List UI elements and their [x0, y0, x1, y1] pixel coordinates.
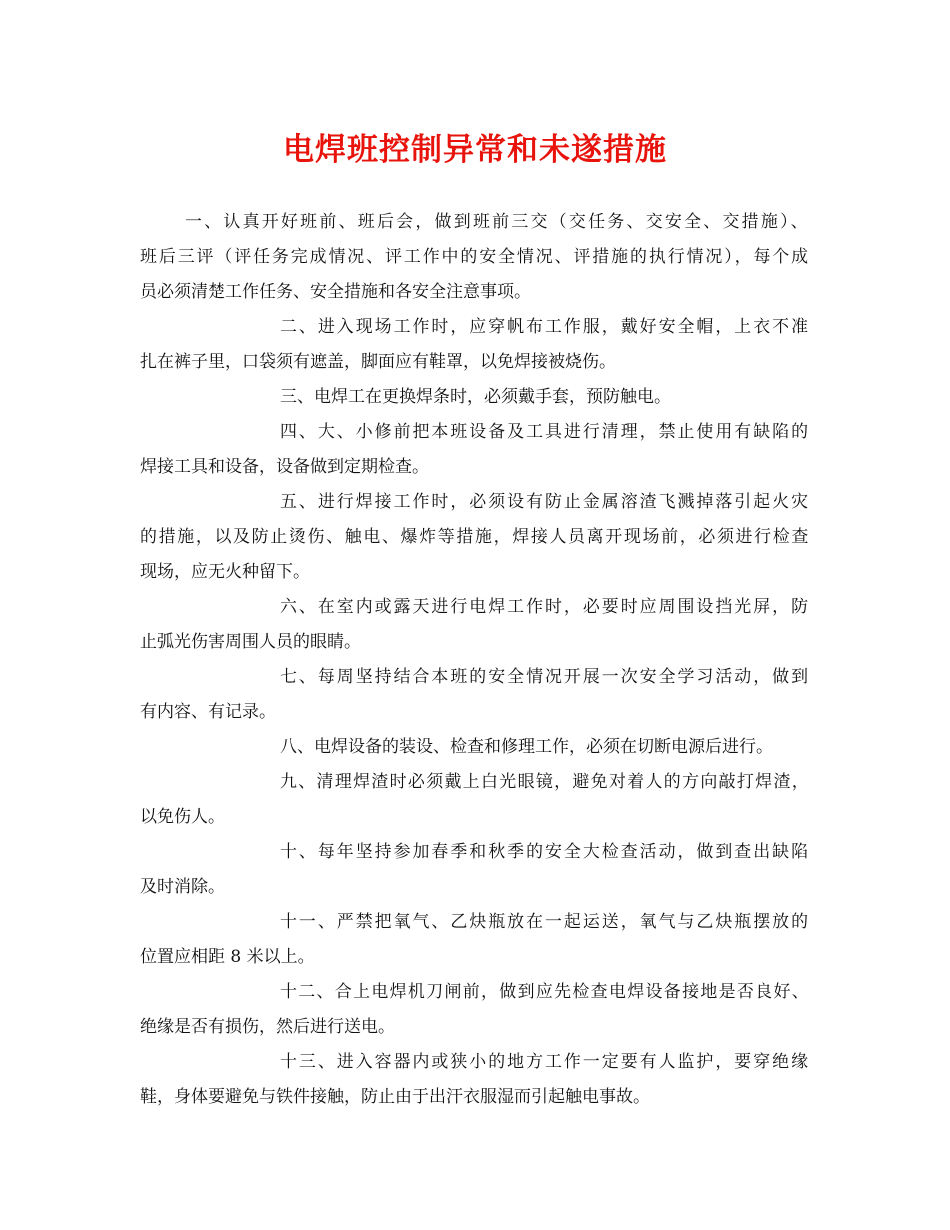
paragraph-12-line-2: 绝缘是否有损伤，然后进行送电。 — [140, 1017, 395, 1037]
paragraph-5-line-1: 五、进行焊接工作时，必须设有防止金属溶渣飞溅掉落引起火灾 — [280, 492, 810, 512]
paragraph-11-line-1: 十一、严禁把氧气、乙炔瓶放在一起运送，氧气与乙炔瓶摆放的 — [280, 912, 810, 932]
paragraph-7-line-2: 有内容、有记录。 — [140, 702, 276, 722]
paragraph-7-line-1: 七、每周坚持结合本班的安全情况开展一次安全学习活动，做到 — [280, 667, 810, 687]
paragraph-6-line-2: 止弧光伤害周围人员的眼睛。 — [140, 632, 361, 652]
paragraph-12-line-1: 十二、合上电焊机刀闸前，做到应先检查电焊设备接地是否良好、 — [280, 982, 810, 1002]
paragraph-11-line-2: 位置应相距 8 米以上。 — [140, 947, 315, 967]
paragraph-13-line-1: 十三、进入容器内或狭小的地方工作一定要有人监护，要穿绝缘 — [280, 1052, 810, 1072]
paragraph-9-line-2: 以免伤人。 — [140, 807, 225, 827]
paragraph-10-line-2: 及时消除。 — [140, 877, 225, 897]
paragraph-10-line-1: 十、每年坚持参加春季和秋季的安全大检查活动，做到查出缺陷 — [280, 842, 810, 862]
paragraph-13-line-2: 鞋，身体要避免与铁件接触，防止由于出汗衣服湿而引起触电事故。 — [140, 1087, 650, 1107]
paragraph-4-line-1: 四、大、小修前把本班设备及工具进行清理，禁止使用有缺陷的 — [280, 422, 810, 442]
paragraph-3-line-1: 三、电焊工在更换焊条时，必须戴手套，预防触电。 — [280, 387, 671, 407]
paragraph-2-line-2: 扎在裤子里，口袋须有遮盖，脚面应有鞋罩，以免焊接被烧伤。 — [140, 352, 616, 372]
paragraph-9-line-1: 九、清理焊渣时必须戴上白光眼镜，避免对着人的方向敲打焊渣， — [280, 772, 810, 792]
paragraph-6-line-1: 六、在室内或露天进行电焊工作时，必要时应周围设挡光屏，防 — [280, 597, 810, 617]
paragraph-1-line-3: 员必须清楚工作任务、安全措施和各安全注意事项。 — [140, 282, 531, 302]
paragraph-1-line-2: 班后三评（评任务完成情况、评工作中的安全情况、评措施的执行情况），每个成 — [140, 247, 810, 267]
paragraph-5-line-2: 的措施，以及防止烫伤、触电、爆炸等措施，焊接人员离开现场前，必须进行检查 — [140, 527, 810, 547]
document-title: 电焊班控制异常和未遂措施 — [283, 132, 667, 168]
paragraph-8-line-1: 八、电焊设备的装设、检查和修理工作，必须在切断电源后进行。 — [280, 737, 773, 757]
paragraph-5-line-3: 现场，应无火种留下。 — [140, 562, 310, 582]
paragraph-2-line-1: 二、进入现场工作时，应穿帆布工作服，戴好安全帽，上衣不准 — [280, 317, 810, 337]
paragraph-4-line-2: 焊接工具和设备，设备做到定期检查。 — [140, 457, 429, 477]
paragraph-1-line-1: 一、认真开好班前、班后会，做到班前三交（交任务、交安全、交措施）、 — [185, 212, 810, 232]
